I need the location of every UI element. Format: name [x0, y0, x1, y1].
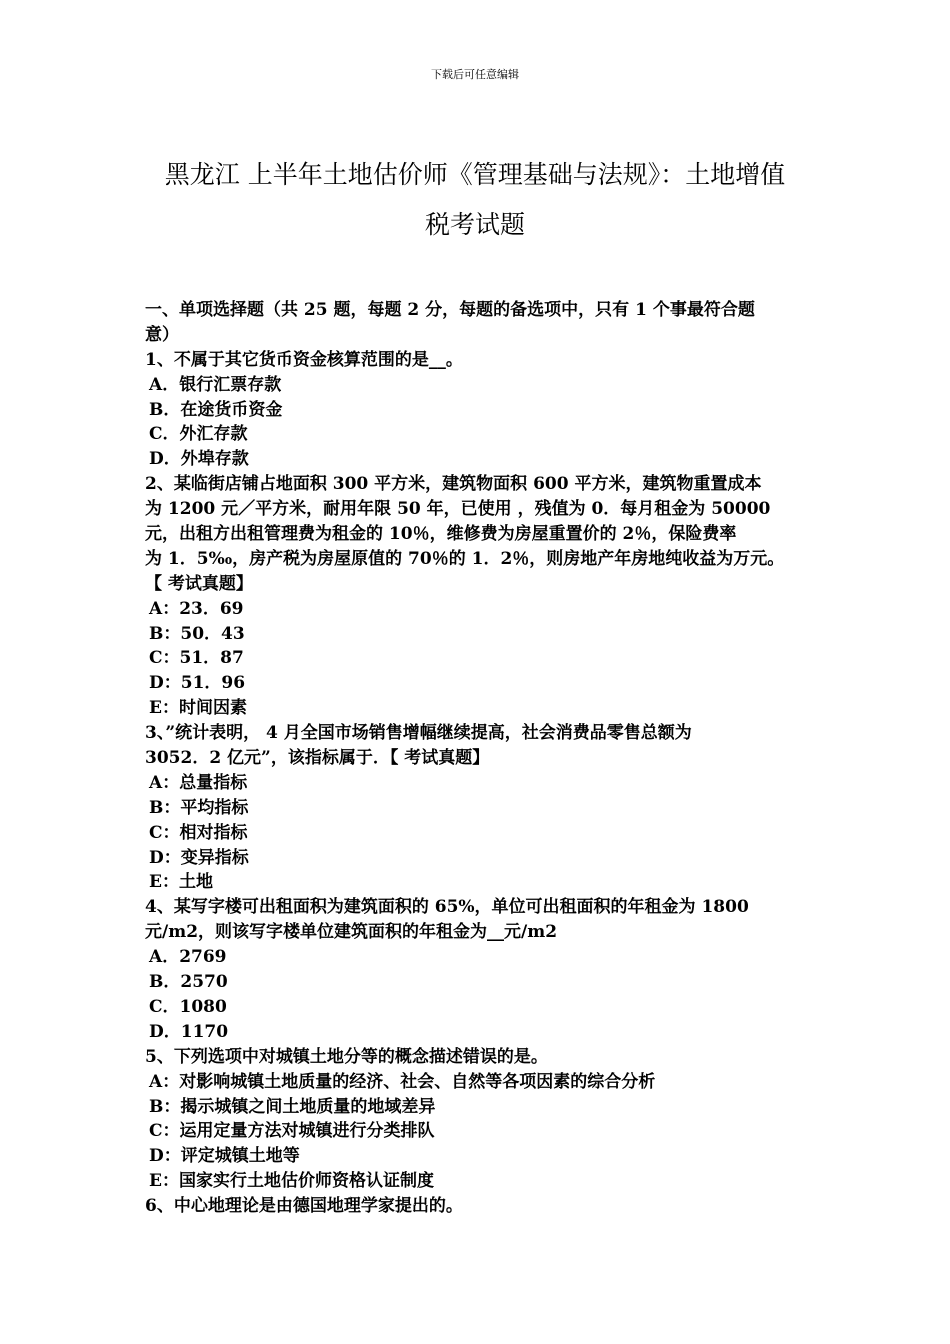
title-line-1: 黑龙江 上半年土地估价师《管理基础与法规》：土地增值 — [164, 160, 786, 189]
question-stem: 6、中心地理论是由德国地理学家提出的。 — [145, 1196, 463, 1217]
answer-option-d: D：变异指标 — [149, 847, 249, 868]
answer-option-a: A．2769 — [149, 947, 227, 968]
answer-option-e: E：时间因素 — [149, 698, 247, 719]
answer-option-b: B．2570 — [149, 972, 228, 993]
question-stem: 4、某写字楼可出租面积为建筑面积的 65%，单位可出租面积的年租金为 1800 — [145, 897, 749, 918]
answer-option-c: C．1080 — [149, 996, 227, 1017]
question-stem: 为 1．5‰，房产税为房屋原值的 70％的 1．2％，则房地产年房地纯收益为万元。 — [145, 548, 785, 569]
question-1 — [145, 348, 820, 472]
question-stem: 元/m2，则该写字楼单位建筑面积的年租金为__元/m2 — [145, 922, 558, 943]
question-stem: 2、某临街店铺占地面积 300 平方米，建筑物面积 600 平方米，建筑物重置成本 — [145, 474, 762, 495]
answer-option-b: B：揭示城镇之间土地质量的地域差异 — [149, 1096, 436, 1117]
question-stem: 1、不属于其它货币资金核算范围的是__。 — [145, 349, 463, 370]
answer-option-d: D．1170 — [149, 1021, 229, 1042]
question-stem: 3052．2 亿元”，该指标属于．【 考试真题】 — [145, 748, 490, 769]
answer-option-d: D：51．96 — [149, 673, 246, 694]
section-heading: 一、单项选择题（共 25 题，每题 2 分，每题的备选项中，只有 1 个事最符合题 — [145, 300, 755, 320]
title-line-2: 税考试题 — [424, 210, 525, 239]
answer-option-e: E：国家实行土地估价师资格认证制度 — [149, 1171, 434, 1192]
answer-option-c: C：运用定量方法对城镇进行分类排队 — [149, 1121, 435, 1142]
answer-option-d: D：评定城镇土地等 — [149, 1146, 300, 1167]
answer-option-b: B：平均指标 — [149, 797, 249, 818]
document-title — [120, 150, 830, 250]
answer-option-a: A：23．69 — [149, 598, 244, 619]
question-6 — [145, 1194, 820, 1219]
question-stem: 【 考试真题】 — [145, 573, 253, 594]
answer-option-b: B．在途货币资金 — [149, 399, 283, 420]
question-stem: 3、”统计表明， 4 月全国市场销售增幅继续提高，社会消费品零售总额为 — [145, 723, 692, 744]
question-3 — [145, 721, 820, 895]
answer-option-a: A：对影响城镇土地质量的经济、社会、自然等各项因素的综合分析 — [149, 1071, 656, 1092]
answer-option-d: D．外埠存款 — [149, 449, 249, 470]
answer-option-c: C：相对指标 — [149, 822, 248, 843]
question-stem: 5、下列选项中对城镇土地分等的概念描述错误的是。 — [145, 1046, 548, 1067]
question-2 — [145, 472, 820, 721]
answer-option-b: B：50．43 — [149, 623, 245, 644]
question-stem: 为 1200 元／平方米，耐用年限 50 年，已使用 ，残值为 0．每月租金为 50000 — [145, 499, 771, 520]
exam-content — [145, 298, 820, 1219]
question-5 — [145, 1045, 820, 1194]
answer-option-c: C：51．87 — [149, 648, 244, 669]
page-header-note: 下载后可任意编辑 — [431, 68, 519, 81]
answer-option-a: A：总量指标 — [149, 772, 248, 793]
answer-option-a: A．银行汇票存款 — [149, 374, 282, 395]
question-4 — [145, 895, 820, 1044]
section-heading-cont: 意） — [145, 324, 179, 345]
question-stem: 元，出租方出租管理费为租金的 10％，维修费为房屋重置价的 2％，保险费率 — [145, 524, 737, 545]
answer-option-e: E：土地 — [149, 872, 213, 893]
answer-option-c: C．外汇存款 — [149, 424, 248, 445]
